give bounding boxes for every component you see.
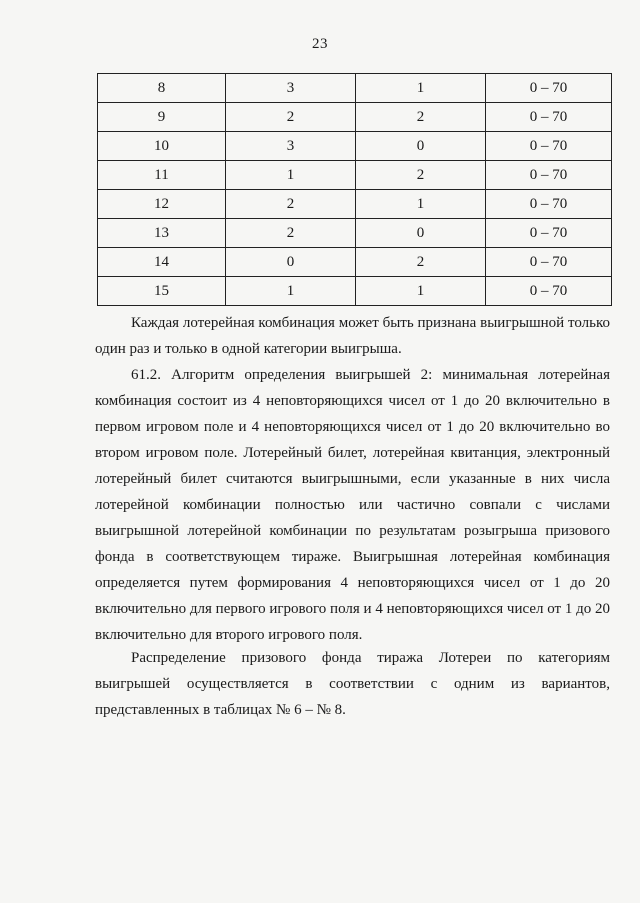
- table-row: [98, 132, 612, 161]
- prize-category-table: [97, 73, 612, 306]
- table-cell: 12: [98, 190, 226, 219]
- paragraph-text: Каждая лотерейная комбинация может быть признана выигрышной только один раз и только в одной категории выигрыша.: [95, 315, 610, 357]
- table-cell: 0 – 70: [486, 103, 612, 132]
- table-cell: 0 – 70: [486, 161, 612, 190]
- table-cell: 9: [98, 103, 226, 132]
- table-cell: 2: [356, 103, 486, 132]
- table-cell: 0 – 70: [486, 219, 612, 248]
- table-cell: 1: [356, 190, 486, 219]
- table-row: [98, 74, 612, 103]
- paragraph-text: Распределение призового фонда тиража Лотереи по категориям выигрышей осуществляется в соответствии с одним из вариантов, представленных в таблицах № 6 – № 8.: [95, 650, 610, 718]
- paragraph-algorithm-2: [95, 362, 610, 648]
- table-cell: 0 – 70: [486, 190, 612, 219]
- table-cell: 15: [98, 277, 226, 306]
- paragraph-text: 61.2. Алгоритм определения выигрышей 2: минимальная лотерейная комбинация состоит из 4 неповторяющихся чисел от 1 до 20 включительно в первом игровом поле и 4 неповторяющихся чисел от 1 до 20 включительно во втором игровом поле. Лотерейный билет, лотерейная квитанция, электронный лотерейный билет считаются выигрышными, если указанные в них числа лотерейной комбинации полностью или частично совпали с числами выигрышной лотерейной комбинации по результатам розыгрыша призового фонда в соответствующем тираже. Выигрышная лотерейная комбинация определяется путем формирования 4 неповторяющихся чисел от 1 до 20 включительно для первого игрового поля и 4 неповторяющихся чисел от 1 до 20 включительно для второго игрового поля.: [95, 367, 610, 643]
- table-cell: 3: [226, 132, 356, 161]
- table-cell: 2: [356, 161, 486, 190]
- table-cell: 13: [98, 219, 226, 248]
- table-cell: 1: [356, 277, 486, 306]
- table-cell: 0: [356, 132, 486, 161]
- table-cell: 10: [98, 132, 226, 161]
- paragraph-prize-distribution: [95, 645, 610, 723]
- table-cell: 2: [226, 190, 356, 219]
- table-cell: 14: [98, 248, 226, 277]
- page-number: 23: [312, 36, 328, 52]
- table-cell: 0 – 70: [486, 132, 612, 161]
- table-row: [98, 103, 612, 132]
- table-cell: 0: [356, 219, 486, 248]
- table-cell: 1: [356, 74, 486, 103]
- table-cell: 8: [98, 74, 226, 103]
- table-cell: 1: [226, 277, 356, 306]
- table-row: [98, 248, 612, 277]
- table-cell: 2: [226, 219, 356, 248]
- table-row: [98, 190, 612, 219]
- table-row: [98, 219, 612, 248]
- table-row: [98, 277, 612, 306]
- table-cell: 1: [226, 161, 356, 190]
- paragraph-single-win-rule: [95, 310, 610, 362]
- table-cell: 11: [98, 161, 226, 190]
- table-body: [98, 74, 612, 306]
- table-cell: 2: [226, 103, 356, 132]
- table-cell: 3: [226, 74, 356, 103]
- table-cell: 0 – 70: [486, 248, 612, 277]
- table-cell: 0 – 70: [486, 277, 612, 306]
- table-row: [98, 161, 612, 190]
- table-cell: 2: [356, 248, 486, 277]
- table-cell: 0 – 70: [486, 74, 612, 103]
- table-cell: 0: [226, 248, 356, 277]
